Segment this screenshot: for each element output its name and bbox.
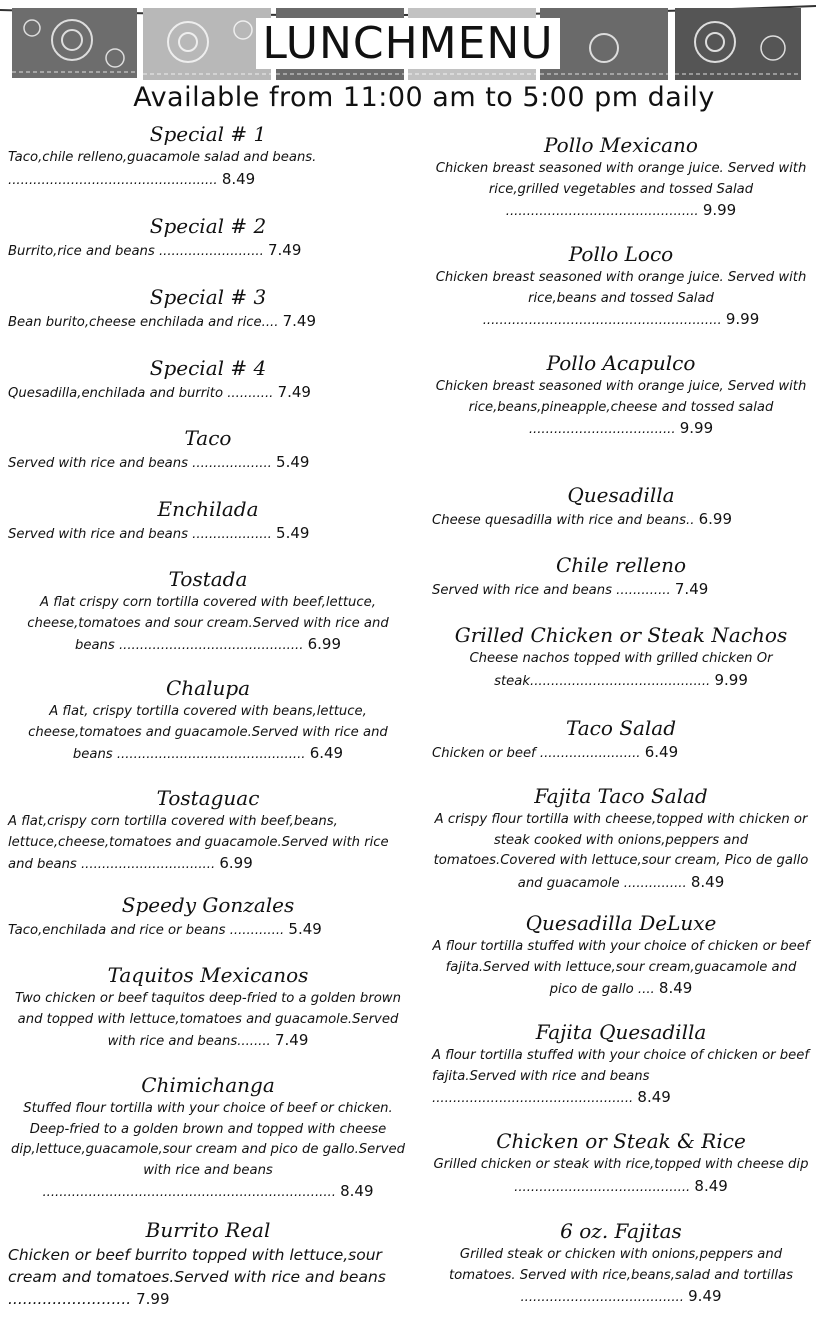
menu-item-name: Tostada <box>168 567 248 591</box>
menu-item-description <box>432 1155 810 1198</box>
menu-item <box>8 1073 408 1204</box>
menu-item-price: 5.49 <box>276 453 310 471</box>
menu-item-price: 7.49 <box>282 312 317 330</box>
menu-item-price: 6.99 <box>307 635 342 653</box>
menu-item-name: Grilled Chicken or Steak Nachos <box>454 623 788 647</box>
menu-item <box>432 1129 810 1198</box>
menu-item-price: 6.99 <box>219 854 253 872</box>
menu-item-price: 6.99 <box>698 510 733 528</box>
menu-item-description <box>432 159 810 223</box>
menu-item-desc-text: Quesadilla,enchilada and burrito ........... <box>8 386 274 401</box>
menu-item-desc-text: Grilled steak or chicken with onions,peppers and tomatoes. Served with rice,beans,salad and tortillas ....................................... <box>449 1247 793 1305</box>
menu-item-description <box>432 937 810 1001</box>
menu-item-price: 6.49 <box>644 743 679 761</box>
menu-item-name: Taco Salad <box>565 716 677 740</box>
menu-item-desc-text: Chicken breast seasoned with orange juice, Served with rice,beans,pineapple,cheese and tossed salad ................................... <box>435 379 807 437</box>
menu-item-price: 8.49 <box>637 1088 671 1106</box>
menu-item-name: Quesadilla DeLuxe <box>525 911 717 935</box>
menu-item-desc-text: Chicken breast seasoned with orange juice. Served with rice,beans and tossed Salad ......................................................... <box>435 270 807 328</box>
menu-item-price: 9.99 <box>714 670 748 689</box>
menu-item-name: Burrito Real <box>145 1218 271 1242</box>
menu-item-name: Special # 1 <box>149 122 267 146</box>
menu-item <box>8 786 408 876</box>
menu-item-name: Chile relleno <box>555 553 687 577</box>
menu-item-description <box>432 579 810 602</box>
menu-item-desc-text: Taco,chile relleno,guacamole salad and beans. .................................................. <box>8 150 317 188</box>
menu-item-desc-text: A flour tortilla stuffed with your choice of chicken or beef fajita.Served with rice and beans ................................................ <box>432 1048 810 1106</box>
menu-item-name: Special # 2 <box>149 214 267 238</box>
menu-item-price: 9.99 <box>679 419 714 437</box>
menu-item-description <box>8 452 408 475</box>
menu-item <box>432 623 810 692</box>
menu-item-desc-text: Burrito,rice and beans ......................... <box>8 244 264 259</box>
menu-item-price: 7.49 <box>277 383 311 401</box>
menu-item-desc-text: Chicken or beef burrito topped with lettuce,sour cream and tomatoes.Served with rice and beans ......................... <box>8 1246 386 1308</box>
menu-item-name: Enchilada <box>157 497 259 521</box>
menu-item-desc-text: A flat crispy corn tortilla covered with beef,lettuce, cheese,tomatoes and sour cream.Served with rice and beans ............................................ <box>27 595 389 653</box>
menu-item-description <box>8 702 408 766</box>
menu-item-description <box>432 810 810 894</box>
menu-item-name: Pollo Mexicano <box>544 133 698 157</box>
menu-item-name: Fajita Taco Salad <box>534 784 708 808</box>
menu-item-description <box>8 523 408 546</box>
menu-item-price: 8.49 <box>221 169 256 188</box>
menu-item-name: Special # 3 <box>149 285 267 309</box>
menu-item-description <box>8 1244 408 1310</box>
menu-item-desc-text: Served with rice and beans ................... <box>8 456 272 471</box>
menu-item-name: Taco <box>184 426 232 450</box>
menu-item <box>8 497 408 546</box>
menu-item-desc-text: Grilled chicken or steak with rice,topped with cheese dip .......................................... <box>433 1157 809 1195</box>
menu-item-name: Pollo Loco <box>568 242 674 266</box>
menu-item-description <box>432 509 810 532</box>
menu-item-price: 7.99 <box>136 1290 170 1308</box>
menu-item-price: 7.49 <box>274 1031 309 1049</box>
menu-item-name: Chicken or Steak & Rice <box>496 1129 746 1153</box>
menu-item-desc-text: Chicken breast seasoned with orange juice. Served with rice,grilled vegetables and tossed Salad .............................................. <box>435 161 807 219</box>
menu-item-price: 8.49 <box>340 1182 374 1200</box>
menu-item-description <box>432 268 810 332</box>
menu-item-name: Chalupa <box>165 676 251 700</box>
menu-item-price: 7.49 <box>267 241 302 259</box>
menu-item-name: Special # 4 <box>149 356 267 380</box>
menu-item-description <box>432 377 810 441</box>
menu-item-desc-text: Cheese nachos topped with grilled chicken Or steak........................................... <box>469 651 773 689</box>
menu-item-price: 8.49 <box>658 979 693 997</box>
menu-item-desc-text: A crispy flour tortilla with cheese,topped with chicken or steak cooked with onions,peppers and tomatoes.Covered with lettuce,sour cream, Pico de gallo and guacamole ............... <box>433 812 809 891</box>
menu-item-name: Taquitos Mexicanos <box>107 963 309 987</box>
menu-item <box>8 963 408 1053</box>
menu-item-desc-text: A flat,crispy corn tortilla covered with beef,beans, lettuce,cheese,tomatoes and guacamole.Served with rice and beans ................................ <box>8 814 389 872</box>
menu-item-desc-text: Bean burito,cheese enchilada and rice.... <box>8 315 279 330</box>
menu-item-description <box>432 1245 810 1309</box>
menu-item-name: Speedy Gonzales <box>121 893 295 917</box>
menu-item-price: 8.49 <box>694 1176 728 1195</box>
menu-subtitle: Available from 11:00 am to 5:00 pm daily <box>133 82 715 113</box>
menu-item-description <box>432 742 810 765</box>
menu-item <box>432 716 810 765</box>
menu-item-price: 9.99 <box>725 310 760 328</box>
menu-item-description <box>8 989 408 1053</box>
menu-item-price: 5.49 <box>288 920 322 938</box>
menu-item <box>432 483 810 532</box>
menu-item <box>8 285 408 334</box>
menu-item-description <box>8 812 408 876</box>
menu-item <box>8 426 408 475</box>
menu-title: LUNCHMENU <box>0 18 816 69</box>
menu-item-desc-text: Stuffed flour tortilla with your choice of beef or chicken. Deep-fried to a golden brown and topped with cheese dip,lettuce,guacamole,sour cream and pico de gallo.Served with rice and beans ...................................................................... <box>11 1101 405 1200</box>
menu-item-desc-text: Served with rice and beans ............. <box>432 583 671 598</box>
menu-item-desc-text: Served with rice and beans ................... <box>8 527 272 542</box>
menu-item <box>432 553 810 602</box>
menu-item <box>8 1218 408 1310</box>
menu-item <box>432 242 810 332</box>
menu-item <box>8 893 408 942</box>
menu-item-name: Pollo Acapulco <box>546 351 696 375</box>
menu-item-price: 5.49 <box>276 524 310 542</box>
menu-item-description <box>432 649 810 692</box>
menu-item <box>8 356 408 405</box>
menu-item <box>8 122 408 191</box>
menu-item-desc-text: A flat, crispy tortilla covered with beans,lettuce, cheese,tomatoes and guacamole.Served with rice and beans ............................................. <box>28 704 388 762</box>
menu-item-description <box>8 593 408 657</box>
menu-item <box>432 1020 810 1110</box>
menu-item-name: Quesadilla <box>567 483 675 507</box>
menu-item-name: Chimichanga <box>141 1073 275 1097</box>
menu-item-desc-text: A flour tortilla stuffed with your choice of chicken or beef fajita.Served with lettuce,sour cream,guacamole and pico de gallo .... <box>432 939 810 997</box>
menu-item-price: 9.99 <box>702 201 737 219</box>
menu-item-description <box>8 382 408 405</box>
menu-item <box>8 676 408 766</box>
menu-item-desc-text: Cheese quesadilla with rice and beans.. <box>432 513 695 528</box>
menu-item-price: 6.49 <box>309 744 344 762</box>
menu-item-price: 7.49 <box>674 580 709 598</box>
menu-item-name: Fajita Quesadilla <box>535 1020 707 1044</box>
menu-item-price: 8.49 <box>690 872 725 891</box>
menu-item-desc-text: Taco,enchilada and rice or beans ............. <box>8 923 285 938</box>
menu-item-name: 6 oz. Fajitas <box>560 1219 682 1243</box>
menu-item-description <box>8 240 408 263</box>
menu-item-description <box>8 919 408 942</box>
menu-item <box>432 133 810 223</box>
menu-item-description <box>8 148 408 191</box>
menu-item-description <box>8 1099 408 1204</box>
menu-item-description <box>8 311 408 334</box>
menu-item-desc-text: Chicken or beef ........................ <box>432 746 641 761</box>
menu-item <box>8 214 408 263</box>
menu-item-description <box>432 1046 810 1110</box>
menu-item-price: 9.49 <box>688 1287 722 1305</box>
menu-item-desc-text: Two chicken or beef taquitos deep-fried to a golden brown and topped with lettuce,tomatoes and guacamole.Served with rice and beans........ <box>15 991 401 1049</box>
menu-item-name: Tostaguac <box>156 786 260 810</box>
menu-item <box>432 351 810 441</box>
menu-item <box>432 784 810 894</box>
menu-item <box>432 1219 810 1309</box>
menu-item <box>8 567 408 657</box>
menu-item <box>432 911 810 1001</box>
